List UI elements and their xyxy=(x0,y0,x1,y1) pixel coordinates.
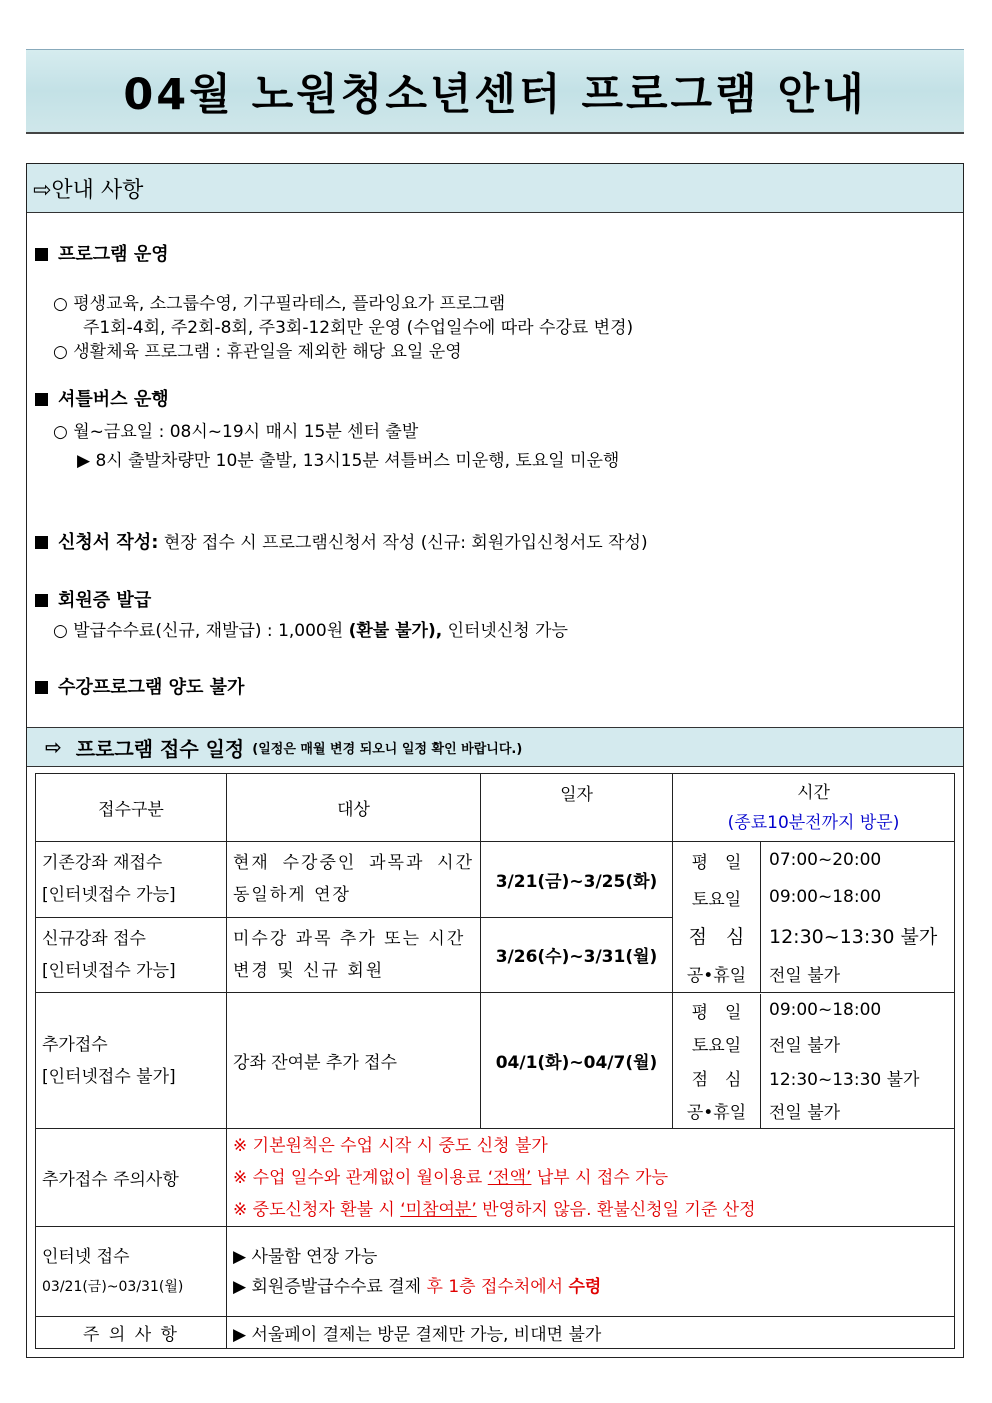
page-title: 04월 노원청소년센터 프로그램 안내 xyxy=(123,69,867,120)
square-bullet-icon xyxy=(35,248,48,261)
table-row xyxy=(36,842,955,918)
time-a-label-0: 평 일 xyxy=(673,842,761,878)
caution-label: 추가접수 주의사항 xyxy=(36,1129,227,1227)
table-header-row xyxy=(36,774,955,842)
transfer-heading: 수강프로그램 양도 불가 xyxy=(35,673,244,699)
row2-target: 미수강 과목 추가 또는 시간 변경 및 신규 회원 xyxy=(227,917,481,993)
time-b-value-2: 12:30~13:30 불가 xyxy=(769,1069,920,1090)
internet-content xyxy=(227,1227,955,1317)
header-time-note: (종료10분전까지 방문) xyxy=(727,812,900,833)
schedule-title: 프로그램 접수 일정 xyxy=(75,736,245,761)
internet-period: 03/21(금)~03/31(월) xyxy=(42,1278,184,1295)
time-b-label-3: 공•휴일 xyxy=(673,1094,761,1128)
time-b-value-0: 09:00~18:00 xyxy=(769,1000,882,1021)
time-a-value-0: 07:00~20:00 xyxy=(769,850,882,870)
row3-target: 강좌 잔여분 추가 접수 xyxy=(227,993,481,1129)
time-cell-a xyxy=(673,842,955,993)
row2-date: 3/26(수)~3/31(월) xyxy=(481,917,673,993)
row1-category: 기존강좌 재접수 [인터넷접수 가능] xyxy=(36,842,227,918)
square-bullet-icon xyxy=(35,594,48,607)
notes-label: 주 의 사 항 xyxy=(36,1317,227,1349)
header-target: 대상 xyxy=(227,774,481,842)
program-op-item2: ○ 생활체육 프로그램 : 휴관일을 제외한 해당 요일 운영 xyxy=(53,342,462,362)
time-a-value-2: 12:30~13:30 불가 xyxy=(769,925,938,948)
time-a-label-3: 공•휴일 xyxy=(673,954,761,992)
shuttle-item1: ○ 월~금요일 : 08시~19시 매시 15분 센터 출발 xyxy=(53,422,419,442)
shuttle-item2: ▶ 8시 출발차량만 10분 출발, 13시15분 셔틀버스 미운행, 토요일 미운행 xyxy=(77,451,620,471)
schedule-table xyxy=(35,773,955,1349)
internet-row xyxy=(36,1227,955,1317)
internet-line2: ▶ 회원증발급수수료 결제 후 1층 접수처에서 수령 xyxy=(233,1276,602,1297)
membership-heading: 회원증 발급 xyxy=(35,586,151,612)
internet-line1: ▶ 사물함 연장 가능 xyxy=(233,1246,378,1267)
time-a-label-2: 점 심 xyxy=(673,916,761,954)
main-content-box xyxy=(26,163,964,1358)
time-a-value-3: 전일 불가 xyxy=(769,965,841,986)
caution-row xyxy=(36,1129,955,1227)
notes-text: ▶ 서울페이 결제는 방문 결제만 가능, 비대면 불가 xyxy=(227,1317,955,1349)
caution-content xyxy=(227,1129,955,1227)
time-a-label-1: 토요일 xyxy=(673,878,761,916)
arrow-right-icon: ⇨ xyxy=(45,735,62,759)
shuttle-heading: 셔틀버스 운행 xyxy=(35,385,169,411)
program-op-heading: 프로그램 운영 xyxy=(35,240,169,266)
time-a-value-1: 09:00~18:00 xyxy=(769,887,882,907)
internet-label: 인터넷 접수 xyxy=(42,1246,130,1267)
program-op-item1-cont: 주1회-4회, 주2회-8회, 주3회-12회만 운영 (수업일수에 따라 수강료 변경) xyxy=(83,318,634,338)
caution-line1: ※ 기본원칙은 수업 시작 시 중도 신청 불가 xyxy=(233,1135,548,1156)
row2-category: 신규강좌 접수 [인터넷접수 가능] xyxy=(36,917,227,993)
time-b-value-1: 전일 불가 xyxy=(769,1036,841,1057)
header-date: 일자 xyxy=(481,774,673,842)
schedule-note: (일정은 매월 변경 되오니 일정 확인 바랍니다.) xyxy=(252,741,523,757)
schedule-section-header xyxy=(27,727,963,767)
row3-date: 04/1(화)~04/7(월) xyxy=(481,993,673,1129)
time-b-label-0: 평 일 xyxy=(673,994,761,1028)
membership-item: ○ 발급수수료(신규, 재발급) : 1,000원 (환불 불가), 인터넷신청 가능 xyxy=(53,621,568,641)
notice-section-header xyxy=(27,164,963,213)
caution-line3: ※ 중도신청자 환불 시 ‘미참여분’ 반영하지 않음. 환불신청일 기준 산정 xyxy=(233,1199,756,1220)
caution-line2: ※ 수업 일수와 관계없이 월이용료 ‘전액’ 납부 시 접수 가능 xyxy=(233,1167,668,1188)
header-time: 시간 (종료10분전까지 방문) xyxy=(673,774,955,842)
application-heading: 신청서 작성: xyxy=(58,532,159,553)
table-row xyxy=(36,993,955,1129)
time-b-label-2: 점 심 xyxy=(673,1061,761,1095)
row3-category: 추가접수 [인터넷접수 불가] xyxy=(36,993,227,1129)
header-category: 접수구분 xyxy=(36,774,227,842)
notice-header-label: ⇨안내 사항 xyxy=(33,177,144,203)
program-op-item1: ○ 평생교육, 소그룹수영, 기구필라테스, 플라잉요가 프로그램 xyxy=(53,294,506,314)
title-banner xyxy=(26,49,964,134)
time-b-label-1: 토요일 xyxy=(673,1027,761,1061)
time-b-value-3: 전일 불가 xyxy=(769,1103,841,1124)
application-line xyxy=(35,528,648,554)
internet-label-cell xyxy=(36,1227,227,1317)
row1-target: 현재 수강중인 과목과 시간 동일하게 연장 xyxy=(227,842,481,918)
time-cell-b xyxy=(673,993,955,1129)
square-bullet-icon xyxy=(35,536,48,549)
square-bullet-icon xyxy=(35,393,48,406)
notes-row xyxy=(36,1317,955,1349)
square-bullet-icon xyxy=(35,681,48,694)
application-text: 현장 접수 시 프로그램신청서 작성 (신규: 회원가입신청서도 작성) xyxy=(163,533,648,553)
row1-date: 3/21(금)~3/25(화) xyxy=(481,842,673,918)
